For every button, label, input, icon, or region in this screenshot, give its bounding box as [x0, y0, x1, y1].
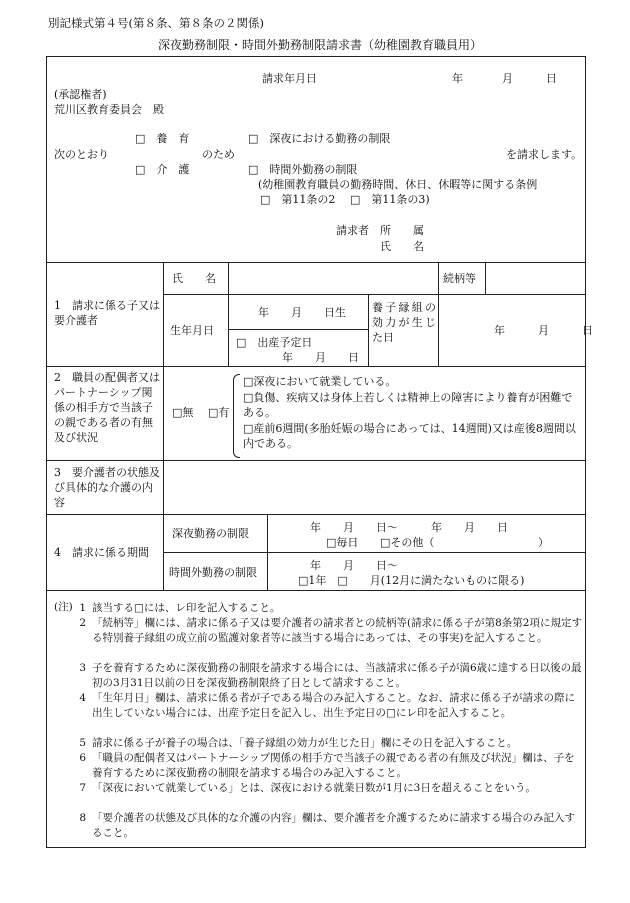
note-item	[56, 691, 582, 721]
article-11-3-checkbox[interactable]: □ 第11条の3)	[350, 193, 430, 206]
birth-date-label: 生年月日	[170, 324, 214, 337]
child-name-label: 氏 名	[172, 272, 216, 285]
note-item	[56, 661, 582, 691]
lead-text: 次のとおり	[54, 148, 109, 161]
overtime-limit-label: 時間外勤務の制限	[169, 566, 257, 579]
relation-label: 続柄等	[443, 272, 476, 285]
note-item	[56, 736, 582, 751]
option-night-checkbox[interactable]: □ 深夜における勤務の制限	[248, 132, 391, 145]
note-text: 「続柄等」欄には、請求に係る子又は要介護者の請求者との続柄等(請求に係る子が第8条第2項に規定する特別養子縁組の成立前の監護対象者等に該当する場合にあっては、その事実)を記入すること。	[92, 617, 582, 644]
night-limit-label: 深夜勤務の制限	[172, 527, 249, 540]
requester-name-label: 氏 名	[380, 240, 424, 253]
note-text: 該当する□には、レ印を記入すること。	[92, 602, 281, 614]
approver-name: 荒川区教育委員会 殿	[54, 103, 164, 116]
row4-label: 4 請求に係る期間	[54, 546, 149, 559]
reason-care-checkbox[interactable]: □ 介 護	[135, 163, 190, 176]
adoption-date-label: 養子縁組の効力が生じた日	[372, 301, 436, 344]
note-text: 「要介護者の状態及び具体的な介護の内容」欄は、要介護者を介護するために請求する場合のみ記入すること。	[92, 812, 575, 839]
note-item	[56, 601, 582, 616]
status-bracket	[233, 374, 240, 458]
note-number: 3	[79, 662, 86, 674]
label-column-line	[163, 262, 164, 590]
overtime-limit-start[interactable]: 年 月 日～	[310, 559, 398, 572]
requester-label: 請求者	[336, 224, 369, 237]
form-number: 別記様式第４号(第８条、第８条の２関係)	[48, 16, 264, 30]
row3-label: 3 要介護者の状態及び具体的な介護の内容	[54, 466, 160, 509]
night-limit-period[interactable]: 年 月 日～ 年 月 日	[310, 521, 508, 534]
request-day: 日	[546, 72, 557, 85]
note-text: 子を養育するために深夜勤務の制限を請求する場合には、当該請求に係る子が満6歳に達する日以後の最初の3月31日以前の日を深夜勤務制限終了日として請求すること。	[92, 662, 582, 689]
note-item	[56, 616, 582, 646]
affiliation-label: 所 属	[380, 224, 424, 237]
note-text: 「職員の配偶者又はパートナーシップ関係の相手方で当該子の親である者の有無及び状況」欄は、子を養育するために深夜勤務の制限を請求する場合のみ記入すること。	[92, 752, 575, 779]
birth-date-field[interactable]: 年 月 日生	[258, 306, 346, 319]
spouse-has-checkbox[interactable]: □有	[208, 406, 230, 419]
note-item	[56, 751, 582, 781]
note-text: 「深夜において就業している」とは、深夜における就業日数が1月に3日を超えることをいう。	[92, 782, 536, 794]
note-text: 「生年月日」欄は、請求に係る者が子である場合のみ記入すること。なお、請求に係る子が請求の際に出生していない場合には、出産予定日を記入し、出生予定日の□にレ印を記入すること。	[92, 692, 575, 719]
child-name-field[interactable]	[230, 265, 436, 291]
ordinance-note: (幼稚園教育職員の勤務時間、休日、休暇等に関する条例	[258, 178, 538, 191]
spouse-status-1[interactable]: □深夜において就業している。	[243, 375, 397, 388]
overtime-period-options[interactable]: □1年 □ 月(12月に満たないものに限る)	[298, 574, 525, 587]
other-checkbox[interactable]: □その他（	[380, 536, 435, 549]
request-suffix: を請求します。	[506, 148, 583, 161]
request-date-label: 請求年月日	[262, 72, 317, 85]
care-content-field[interactable]	[166, 463, 583, 511]
note-number: 4	[79, 692, 86, 704]
note-number: 1	[79, 602, 86, 614]
note-number: 7	[79, 782, 86, 794]
other-close: ）	[538, 536, 549, 549]
note-number: 8	[79, 812, 86, 824]
request-month: 月	[502, 72, 513, 85]
note-number: 5	[79, 737, 86, 749]
relation-field[interactable]	[487, 265, 583, 291]
note-item	[56, 781, 582, 796]
request-year: 年	[452, 72, 463, 85]
note-text: 請求に係る子が養子の場合は、「養子縁組の効力が生じた日」欄にその日を記入すること。	[92, 737, 518, 749]
approver-label: (承認権者)	[54, 88, 107, 101]
adoption-date-field[interactable]: 年 月 日	[494, 324, 593, 337]
row1-label: 1 請求に係る子又は要介護者	[54, 299, 160, 327]
notes-prefix: (注)	[54, 601, 73, 613]
spouse-status-2[interactable]: □負傷、疾病又は身体上若しくは精神上の障害により養育が困難である。	[243, 391, 573, 419]
note-number: 2	[79, 617, 86, 629]
table-top-line	[46, 262, 586, 263]
article-11-2-checkbox[interactable]: □ 第11条の2	[260, 193, 336, 206]
for-text: のため	[202, 148, 235, 161]
every-day-checkbox[interactable]: □毎日	[326, 536, 359, 549]
row2-label: 2 職員の配偶者又はパートナーシップ関係の相手方で当該子の親である者の有無及び状況	[54, 371, 160, 444]
spouse-none-checkbox[interactable]: □無	[172, 406, 194, 419]
option-overtime-checkbox[interactable]: □ 時間外勤務の制限	[248, 163, 358, 176]
due-date-checkbox[interactable]: □ 出産予定日	[236, 336, 313, 349]
reason-childcare-checkbox[interactable]: □ 養 育	[135, 132, 190, 145]
spouse-status-3[interactable]: □産前6週間(多胎妊娠の場合にあっては、14週間)又は産後8週間以内である。	[243, 422, 576, 450]
note-item	[56, 811, 582, 841]
note-number: 6	[79, 752, 86, 764]
due-date-field[interactable]: 年 月 日	[282, 351, 359, 364]
form-title: 深夜勤務制限・時間外勤務制限請求書（幼稚園教育職員用）	[158, 38, 483, 52]
